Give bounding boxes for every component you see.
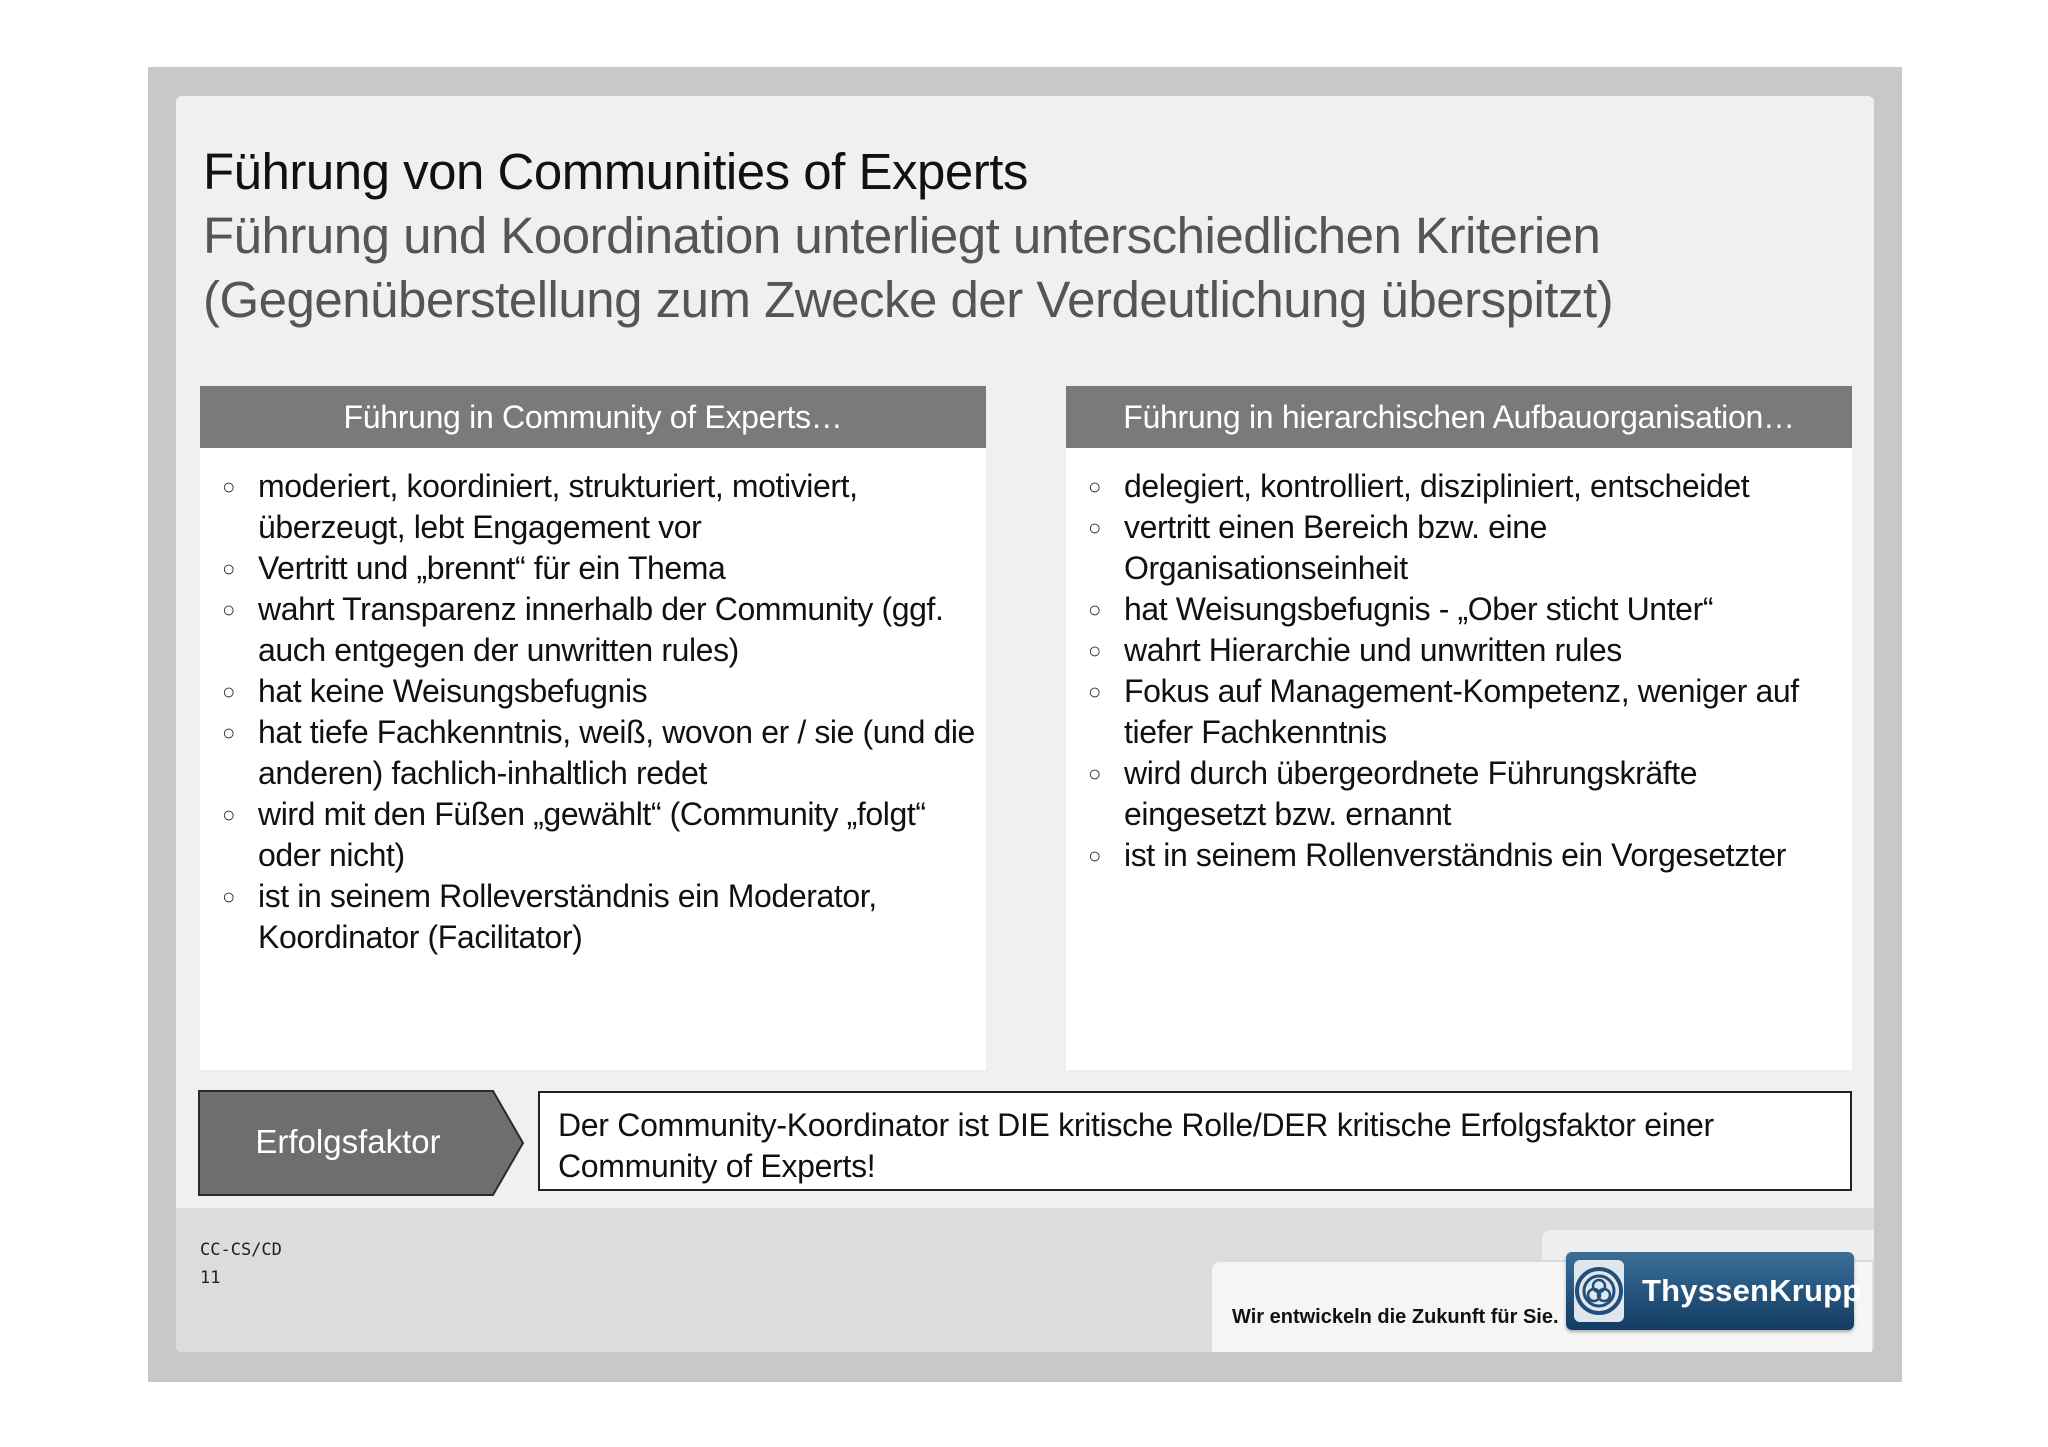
bullet-circle-icon: ○ <box>1088 597 1101 622</box>
slide-subtitle-line-1: Führung und Koordination unterliegt unterschiedlichen Kriterien <box>203 207 1601 264</box>
bullet-circle-icon: ○ <box>1088 761 1101 786</box>
bullet-circle-icon: ○ <box>222 556 235 581</box>
community-leadership-list <box>200 448 986 958</box>
hierarchical-leadership-item-line: tiefer Fachkenntnis <box>1124 714 1387 750</box>
bullet-circle-icon: ○ <box>222 474 235 499</box>
hierarchical-leadership-column <box>1066 386 1852 1070</box>
bullet-circle-icon: ○ <box>222 884 235 909</box>
community-leadership-item <box>222 466 986 548</box>
community-leadership-item-line: wird mit den Füßen „gewählt“ (Community „folgt“ <box>258 796 926 832</box>
hierarchical-leadership-item <box>1088 630 1852 671</box>
bullet-circle-icon: ○ <box>222 679 235 704</box>
hierarchical-leadership-item-line: vertritt einen Bereich bzw. eine <box>1124 509 1547 545</box>
bullet-circle-icon: ○ <box>222 597 235 622</box>
slide-title: Führung von Communities of Experts <box>203 143 1028 200</box>
thyssenkrupp-logo <box>1566 1252 1862 1330</box>
footer-meta <box>200 1236 282 1292</box>
hierarchical-leadership-item <box>1088 507 1852 589</box>
company-slogan: Wir entwickeln die Zukunft für Sie. <box>1232 1306 1559 1328</box>
hierarchical-leadership-item-line: hat Weisungsbefugnis - „Ober sticht Unter“ <box>1124 591 1714 627</box>
community-leadership-item <box>222 671 986 712</box>
success-factor-label: Erfolgsfaktor <box>255 1123 441 1160</box>
community-leadership-column <box>200 386 986 1070</box>
hierarchical-leadership-header: Führung in hierarchischen Aufbauorganisation… <box>1066 386 1852 448</box>
slide-subtitle-line-2: (Gegenüberstellung zum Zwecke der Verdeutlichung überspitzt) <box>203 271 1614 328</box>
community-leadership-item-line: hat keine Weisungsbefugnis <box>258 673 648 709</box>
community-leadership-item <box>222 712 986 794</box>
bullet-circle-icon: ○ <box>222 720 235 745</box>
hierarchical-leadership-item-line: eingesetzt bzw. ernannt <box>1124 796 1452 832</box>
hierarchical-leadership-item-line: wahrt Hierarchie und unwritten rules <box>1124 632 1622 668</box>
department-code: CC-CS/CD <box>200 1240 282 1260</box>
hierarchical-leadership-item-line: Organisationseinheit <box>1124 550 1408 586</box>
community-leadership-item-line: anderen) fachlich-inhaltlich redet <box>258 755 707 791</box>
bullet-circle-icon: ○ <box>1088 474 1101 499</box>
slide-title-block <box>203 140 1843 332</box>
success-factor-message-line-2: Community of Experts! <box>558 1148 876 1184</box>
community-leadership-item <box>222 548 986 589</box>
community-leadership-header: Führung in Community of Experts… <box>200 386 986 448</box>
community-leadership-item-line: oder nicht) <box>258 837 405 873</box>
hierarchical-leadership-item <box>1088 835 1852 876</box>
bullet-circle-icon: ○ <box>1088 843 1101 868</box>
bullet-circle-icon: ○ <box>222 802 235 827</box>
hierarchical-leadership-item-line: delegiert, kontrolliert, diszipliniert, entscheidet <box>1124 468 1750 504</box>
community-leadership-item-line: Vertritt und „brennt“ für ein Thema <box>258 550 726 586</box>
hierarchical-leadership-item <box>1088 753 1852 835</box>
community-leadership-item <box>222 794 986 876</box>
hierarchical-leadership-item <box>1088 589 1852 630</box>
hierarchical-leadership-item-line: wird durch übergeordnete Führungskräfte <box>1124 755 1698 791</box>
community-leadership-item-line: ist in seinem Rolleverständnis ein Moderator, <box>258 878 877 914</box>
thyssenkrupp-emblem-icon <box>1574 1260 1624 1322</box>
community-leadership-item-line: überzeugt, lebt Engagement vor <box>258 509 702 545</box>
community-leadership-item-line: hat tiefe Fachkenntnis, weiß, wovon er / sie (und die <box>258 714 975 750</box>
hierarchical-leadership-item <box>1088 671 1852 753</box>
hierarchical-leadership-list <box>1066 448 1852 876</box>
community-leadership-item-line: auch entgegen der unwritten rules) <box>258 632 739 668</box>
success-factor-arrow <box>198 1090 524 1194</box>
bullet-circle-icon: ○ <box>1088 679 1101 704</box>
bullet-circle-icon: ○ <box>1088 515 1101 540</box>
bullet-circle-icon: ○ <box>1088 638 1101 663</box>
community-leadership-item <box>222 876 986 958</box>
success-factor-message <box>538 1091 1852 1191</box>
community-leadership-item-line: wahrt Transparenz innerhalb der Community (ggf. <box>258 591 944 627</box>
hierarchical-leadership-item <box>1088 466 1852 507</box>
community-leadership-item-line: moderiert, koordiniert, strukturiert, motiviert, <box>258 468 858 504</box>
community-leadership-item-line: Koordinator (Facilitator) <box>258 919 583 955</box>
community-leadership-item <box>222 589 986 671</box>
hierarchical-leadership-item-line: ist in seinem Rollenverständnis ein Vorgesetzter <box>1124 837 1787 873</box>
success-factor-message-line-1: Der Community-Koordinator ist DIE kritische Rolle/DER kritische Erfolgsfaktor einer <box>558 1107 1714 1143</box>
page-number: 11 <box>200 1268 221 1288</box>
logo-wordmark: ThyssenKrupp <box>1642 1273 1862 1308</box>
hierarchical-leadership-item-line: Fokus auf Management-Kompetenz, weniger auf <box>1124 673 1799 709</box>
